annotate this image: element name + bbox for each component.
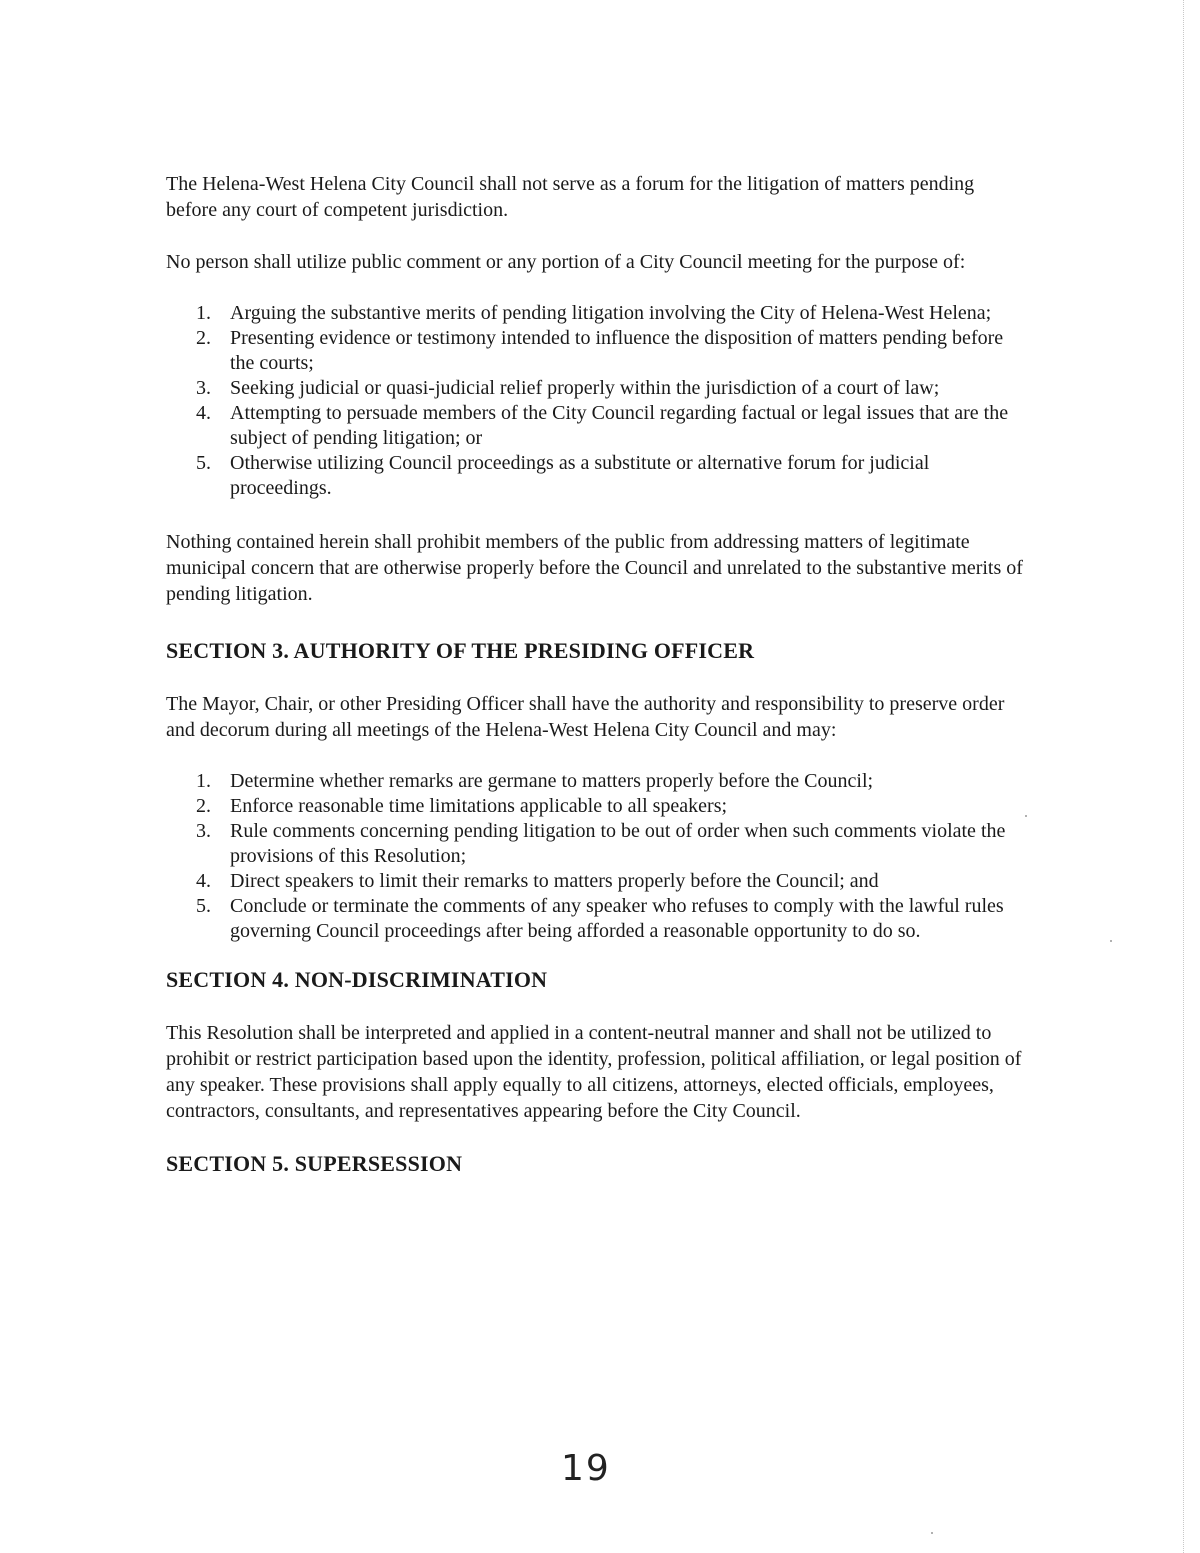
list-item-text: Direct speakers to limit their remarks to matters properly before the Council; and [230, 870, 879, 892]
list-item-text: Otherwise utilizing Council proceedings as a substitute or alternative forum for judicial proceedings. [230, 452, 930, 499]
section-4-heading: SECTION 4. NON-DISCRIMINATION [166, 967, 548, 992]
list-item-text: Presenting evidence or testimony intended to influence the disposition of matters pending before the courts; [230, 327, 1004, 374]
list-item-number: 1. [196, 302, 211, 324]
list-item-text: Determine whether remarks are germane to matters properly before the Council; [230, 770, 874, 792]
list-item [166, 769, 1026, 794]
list-item-number: 5. [196, 895, 211, 917]
list-item [166, 869, 1026, 894]
list-item [166, 794, 1026, 819]
list-item [166, 819, 1026, 869]
list-item [166, 301, 1026, 326]
list-item-number: 2. [196, 795, 211, 817]
scan-speck [1025, 815, 1027, 817]
paragraph-non-discrimination: This Resolution shall be interpreted and applied in a content-neutral manner and shall not be utilized to prohibit or restrict participation based upon the identity, profession, political affiliation, or legal position of any speaker. These provisions shall apply equally to all citizens, attorneys, elected officials, employees, contractors, consultants, and representatives appearing before the City Council. [166, 1022, 1022, 1122]
section-5-heading: SECTION 5. SUPERSESSION [166, 1151, 463, 1176]
list-item-text: Arguing the substantive merits of pending litigation involving the City of Helena-West Helena; [230, 302, 992, 324]
paragraph-public-comment-restriction: No person shall utilize public comment or any portion of a City Council meeting for the purpose of: [166, 251, 966, 273]
paragraph-presiding-officer-authority: The Mayor, Chair, or other Presiding Officer shall have the authority and responsibility to preserve order and decorum during all meetings of the Helena-West Helena City Council and may: [166, 693, 1005, 741]
list-item-number: 3. [196, 820, 211, 842]
list-item-text: Seeking judicial or quasi-judicial relief properly within the jurisdiction of a court of law; [230, 377, 940, 399]
list-item [166, 451, 1026, 501]
prohibited-purposes-list [166, 301, 1026, 501]
paragraph-forum-limitation: The Helena-West Helena City Council shall not serve as a forum for the litigation of matters pending before any court of competent jurisdiction. [166, 173, 975, 221]
list-item [166, 894, 1026, 944]
list-item [166, 401, 1026, 451]
list-item-text: Enforce reasonable time limitations applicable to all speakers; [230, 795, 728, 817]
list-item-number: 2. [196, 327, 211, 349]
list-item-number: 4. [196, 870, 211, 892]
paragraph-savings-clause: Nothing contained herein shall prohibit members of the public from addressing matters of legitimate municipal concern that are otherwise properly before the Council and unrelated to the substantive merits of pending litigation. [166, 531, 1023, 605]
scan-speck [1110, 940, 1112, 942]
section-3-heading: SECTION 3. AUTHORITY OF THE PRESIDING OFFICER [166, 638, 755, 663]
scan-edge-line [1183, 0, 1184, 1553]
list-item-number: 4. [196, 402, 211, 424]
document-body [166, 171, 1026, 1178]
list-item [166, 376, 1026, 401]
list-item-number: 5. [196, 452, 211, 474]
handwritten-page-number: 19 [561, 1448, 611, 1489]
list-item-text: Attempting to persuade members of the City Council regarding factual or legal issues that are the subject of pending litigation; or [230, 402, 1009, 449]
list-item-text: Rule comments concerning pending litigation to be out of order when such comments violate the provisions of this Resolution; [230, 820, 1006, 867]
scan-speck [931, 1532, 933, 1534]
list-item-number: 3. [196, 377, 211, 399]
list-item [166, 326, 1026, 376]
list-item-number: 1. [196, 770, 211, 792]
presiding-officer-powers-list [166, 769, 1026, 944]
list-item-text: Conclude or terminate the comments of any speaker who refuses to comply with the lawful rules governing Council proceedings after being afforded a reasonable opportunity to do so. [230, 895, 1004, 942]
